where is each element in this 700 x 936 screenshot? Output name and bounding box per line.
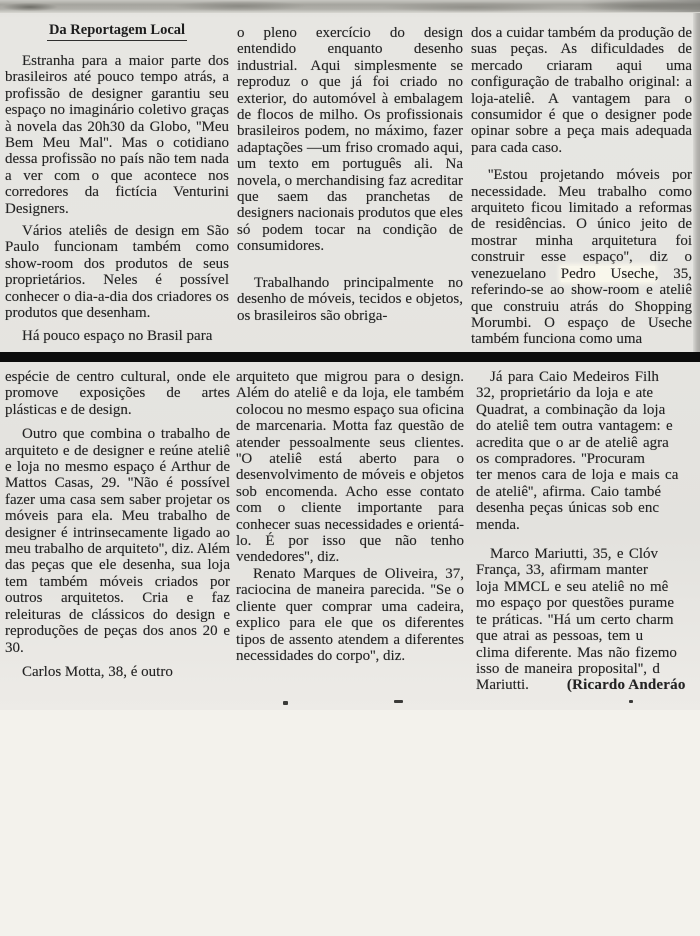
paragraph: Vários ateliês de design em São Paulo funcionam também como show-room dos produtos de seus proprietários. Neles é possível conhecer o dia-a-dia dos criadores os produtos que desenham. bbox=[5, 223, 229, 322]
scan-right-edge bbox=[693, 13, 700, 353]
scan-speck bbox=[629, 700, 633, 703]
scan-speck bbox=[283, 701, 288, 705]
top-column-1 bbox=[5, 22, 229, 344]
section-divider-bar bbox=[0, 352, 700, 362]
bottom-column-2 bbox=[236, 369, 464, 664]
paragraph: Estranha para a maior parte dos brasileiros até pouco tempo atrás, a profissão de designer garantiu seu espaço no imaginário coletivo graças à novela das 20h30 da Globo, ''Meu Bem Meu Mal''. Mas o cotidiano dessa profissão no país não tem nada a ver com o que acontece nos corredores da fictícia Venturini Designers. bbox=[5, 53, 229, 217]
clipped-paragraph: Já para Caio Medeiros Filh 32, proprietário da loja e ate Quadrat, a combinação da loja do ateliê tem outra vantagem: e acredita que o ar de ateliê agra os compradores. ''Procuram ter menos cara de loja e mais ca de ateliê'', afirma. Caio també desenha peças únicas sob enc menda. bbox=[476, 369, 679, 533]
bottom-column-1 bbox=[5, 369, 230, 680]
bottom-column-3 bbox=[476, 369, 700, 694]
clipped-paragraph: Marco Mariutti, 35, e Clóv França, 33, afirmam manter loja MMCL e seu ateliê no mê mo espaço por questões purame te práticas. ''Há um certo charm que atrai as pessoas, tem u clima diferente. Mas não fizemo isso de maneira proposital'', d bbox=[476, 546, 677, 677]
paragraph: Renato Marques de Oliveira, 37, raciocina de maneira parecida. ''Se o cliente quer comprar uma cadeira, explico para ele que os diferentes tipos de assento atendem a diferentes necessidades do corpo'', diz. bbox=[236, 565, 464, 664]
paragraph: Há pouco espaço no Brasil para bbox=[22, 327, 213, 344]
quote-text-before: ''Estou projetando móveis por necessidade. Meu trabalho como arquiteto ficou limitado a reformas de residências. O único jeito de mostrar minha arquitetura foi construir esse espaço'', diz o venezuelano bbox=[471, 167, 692, 282]
highlighted-name: Pedro Useche bbox=[560, 265, 655, 282]
paragraph-quote bbox=[471, 167, 692, 347]
paragraph: Trabalhando principalmente no desenho de móveis, tecidos e objetos, os brasileiros são obriga- bbox=[237, 274, 463, 324]
scan-speck bbox=[394, 700, 403, 703]
top-column-3 bbox=[471, 25, 692, 348]
paragraph: Carlos Motta, 38, é outro bbox=[22, 663, 173, 680]
paragraph: arquiteto que migrou para o design. Além do ateliê e da loja, ele também colocou no mesmo espaço sua oficina de marcenaria. Motta faz questão de atender pessoalmente seus clientes. ''O ateliê está aberto para o desenvolvimento de móveis e objetos sob encomenda. Acho esse contato com o cliente importante para conhecer suas necessidades e orientá-lo. É por isso que não tenho vendedores'', diz. bbox=[236, 369, 464, 566]
byline-row bbox=[476, 677, 700, 693]
byline-credit: (Ricardo Anderáo bbox=[566, 677, 686, 694]
paragraph: dos a cuidar também da produção de suas peças. As dificuldades de mercado criaram aqui uma configuração de trabalho original: a loja-ateliê. A vantagem para o consumidor é que o designer pode opinar sobre a peça mais adequada para cada caso. bbox=[471, 25, 692, 156]
quote-text-after: , 35, referindo-se ao show-room e ateliê que construiu atrás do Shopping Morumbi. O espaço de Useche também funciona como uma bbox=[471, 265, 692, 348]
byline-name: Mariutti. bbox=[476, 677, 529, 694]
scan-corner-smudge bbox=[580, 0, 700, 12]
section-kicker bbox=[5, 22, 229, 39]
section-kicker-label: Da Reportagem Local bbox=[47, 22, 187, 41]
paragraph: o pleno exercício do design entendido enquanto desenho industrial. Aqui simplesmente se reproduz o que já foi criado no exterior, do automóvel à embalagem de flocos de milho. Os profissionais brasileiros podem, no máximo, fazer adaptações —um friso cromado aqui, um texto em português ali. Na novela, o merchandising faz acreditar que saem das pranchetas de designers nacionais produtos que eles só podem tocar na condição de consumidores. bbox=[237, 25, 463, 255]
paragraph: Outro que combina o trabalho de arquiteto e de designer e reúne ateliê e loja no mesmo espaço é Arthur de Mattos Casas, 29. ''Não é possível fazer uma casa sem saber projetar os móveis para ela. Meu trabalho de designer é intrinsecamente ligado ao meu trabalho de arquiteto'', diz. Além das peças que ele desenha, sua loja tem também móveis criados por outros arquitetos. Cria e faz releituras de clássicos do design e reproduções de peças dos anos 20 e 30. bbox=[5, 426, 230, 656]
paragraph: espécie de centro cultural, onde ele promove exposições de artes plásticas e de design. bbox=[5, 369, 230, 418]
top-column-2 bbox=[237, 25, 463, 324]
